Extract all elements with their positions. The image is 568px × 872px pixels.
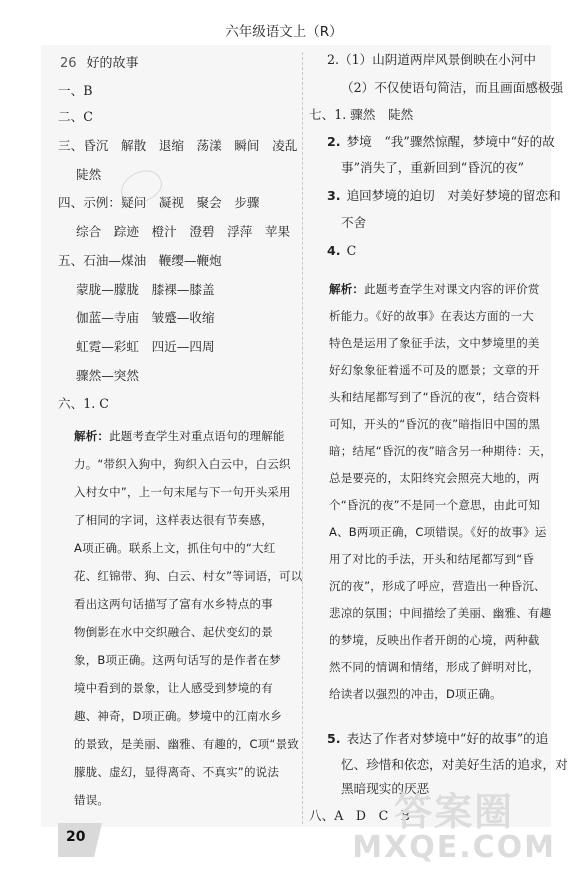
analysis-line: 头和结尾都写到了“昏沉的夜”，结合资料 xyxy=(329,390,541,404)
column-divider xyxy=(302,52,303,824)
analysis-line: 个“昏沉的夜”不是同一个意思，由此可知 xyxy=(329,498,541,512)
answer-q2: 二、C xyxy=(58,109,93,124)
analysis-line: 趣、神奇，D项正确。梦境中的江南水乡 xyxy=(74,709,282,723)
answer-r2-line2: （2）不仅使语句简洁，而且画面感极强 xyxy=(341,80,564,95)
page-number: 20 xyxy=(66,829,86,845)
analysis-line: 了相同的字词，这样表达很有节奏感， xyxy=(74,513,273,527)
answer-r7-2-text: 梦境 “我”骤然惊醒，梦境中“好的故 xyxy=(346,134,555,149)
answer-q1: 一、B xyxy=(58,83,93,98)
answer-q4-line1: 四、示例：疑问 凝视 聚会 步骤 xyxy=(58,195,260,210)
watermark-line2: MXQE.COM xyxy=(352,830,556,865)
analysis-line: 可知，开头的“昏沉的夜”暗指旧中国的黑 xyxy=(329,417,541,431)
analysis-line: 的景致，是美丽、幽雅、有趣的，C项“景致 xyxy=(74,737,299,751)
answer-r7-5-text: 表达了作者对梦境中“好的故事”的追 xyxy=(346,731,549,746)
analysis-line: 花、红锦带、狗、白云、村女”等词语，可以 xyxy=(74,569,303,583)
answer-q5-line3: 伽蓝—寺庙 皱蹙—收缩 xyxy=(76,310,215,325)
answer-q5-line5: 骤然—突然 xyxy=(76,368,139,383)
analysis-line: 错误。 xyxy=(74,793,110,807)
answer-r7-5-cont2: 黑暗现实的厌恶 xyxy=(341,781,430,796)
analysis-line: 物倒影在水中交织融合、起伏变幻的景 xyxy=(74,625,273,639)
answer-r2-line1: 2.（1）山阴道两岸风景倒映在小河中 xyxy=(327,52,536,67)
analysis-line: 境中看到的景象，让人感受到梦境的有 xyxy=(74,681,273,695)
answer-r7-3-text: 追回梦境的迫切 对美好梦境的留恋和 xyxy=(346,188,561,203)
answer-r7-4: 4. C xyxy=(327,243,357,258)
answer-r7-1: 七、1. 骤然 陡然 xyxy=(309,107,414,122)
analysis-line: 看出这两句话描写了富有水乡特点的事 xyxy=(74,597,273,611)
analysis-line: 暗；结尾“昏沉的夜”暗含另一种期待：天， xyxy=(329,444,552,458)
answer-r7-5-cont1: 忆、珍惜和依恋，对美好生活的追求，对 xyxy=(341,757,568,772)
analysis-label: 解析： xyxy=(329,282,365,296)
page-header: 六年级语文上（R） xyxy=(225,24,343,40)
analysis-line: 好幻象象征着遥不可及的愿景；文章的开 xyxy=(329,363,540,377)
analysis-label: 解析： xyxy=(74,429,110,443)
lesson-heading xyxy=(60,52,139,71)
answer-q6: 六、1. C xyxy=(58,396,109,411)
analysis-line: A、B两项正确，C项错误。《好的故事》运 xyxy=(329,525,547,539)
answer-q5-line4: 虹霓—彩虹 四近—四周 xyxy=(76,339,215,354)
analysis-line: 此题考查学生对重点语句的理解能 xyxy=(109,429,285,443)
answer-r7-2-cont: 事”消失了，重新回到“昏沉的夜” xyxy=(341,160,525,175)
analysis-line: 给读者以强烈的冲击，D项正确。 xyxy=(329,687,502,701)
answer-r7-3-cont: 不舍 xyxy=(341,215,367,230)
analysis-line: 悲凉的氛围；中间描绘了美丽、幽雅、有趣 xyxy=(329,606,552,620)
watermark xyxy=(352,792,556,864)
analysis-line: 特色是运用了象征手法，文中梦境里的美 xyxy=(329,336,540,350)
analysis-line: 的梦境，反映出作者开朗的心境，两种截 xyxy=(329,633,540,647)
analysis-line: 入村女中”，上一句末尾与下一句开头采用 xyxy=(74,485,291,499)
analysis-line: 用了对比的手法，开头和结尾都写到“昏 xyxy=(329,552,535,566)
analysis-line: 然不同的情调和情绪，形成了鲜明对比， xyxy=(329,660,540,674)
analysis-line: 析能力。《好的故事》在表达方面的一大 xyxy=(329,309,534,323)
answer-r7-3: 3. 追回梦境的迫切 对美好梦境的留恋和 xyxy=(327,188,561,203)
analysis-line: 此题考查学生对课文内容的评价赏 xyxy=(364,282,540,296)
answer-q3-line2: 陡然 xyxy=(76,167,102,182)
analysis-line: 象，B项正确。这两句话写的是作者在梦 xyxy=(74,653,281,667)
answer-r7-2: 2. 梦境 “我”骤然惊醒，梦境中“好的故 xyxy=(327,134,555,149)
analysis-line: 总是要亮的，太阳终究会照亮大地的，两 xyxy=(329,471,540,485)
analysis-line: 朦胧、虚幻，显得离奇、不真实”的说法 xyxy=(74,765,280,779)
answer-q3-line1: 三、昏沉 解散 退缩 荡漾 瞬间 凌乱 xyxy=(58,138,298,153)
answer-r7-5: 5. 表达了作者对梦境中“好的故事”的追 xyxy=(327,731,549,746)
analysis-line: 力。“带织入狗中，狗织入白云中，白云织 xyxy=(74,457,291,471)
lesson-title: 好的故事 xyxy=(86,56,139,71)
watermark-line1: 答案圈 xyxy=(394,790,515,834)
analysis-line: A项正确。联系上文，抓住句中的“大红 xyxy=(74,541,276,555)
answer-q5-line1: 五、石油—煤油 鞭缨—鞭炮 xyxy=(58,253,222,268)
answer-q5-line2: 蒙胧—朦胧 膝裸—膝盖 xyxy=(76,282,215,297)
answer-q4-line2: 综合 踪迹 橙汁 澄碧 浮萍 苹果 xyxy=(76,224,291,239)
analysis-line: 沉的夜”，形成了呼应，营造出一种昏沉、 xyxy=(329,579,546,593)
answer-r8: 八、A D C B xyxy=(309,808,411,823)
lesson-number: 26 xyxy=(60,56,77,71)
answer-r7-4-text: C xyxy=(346,243,357,258)
